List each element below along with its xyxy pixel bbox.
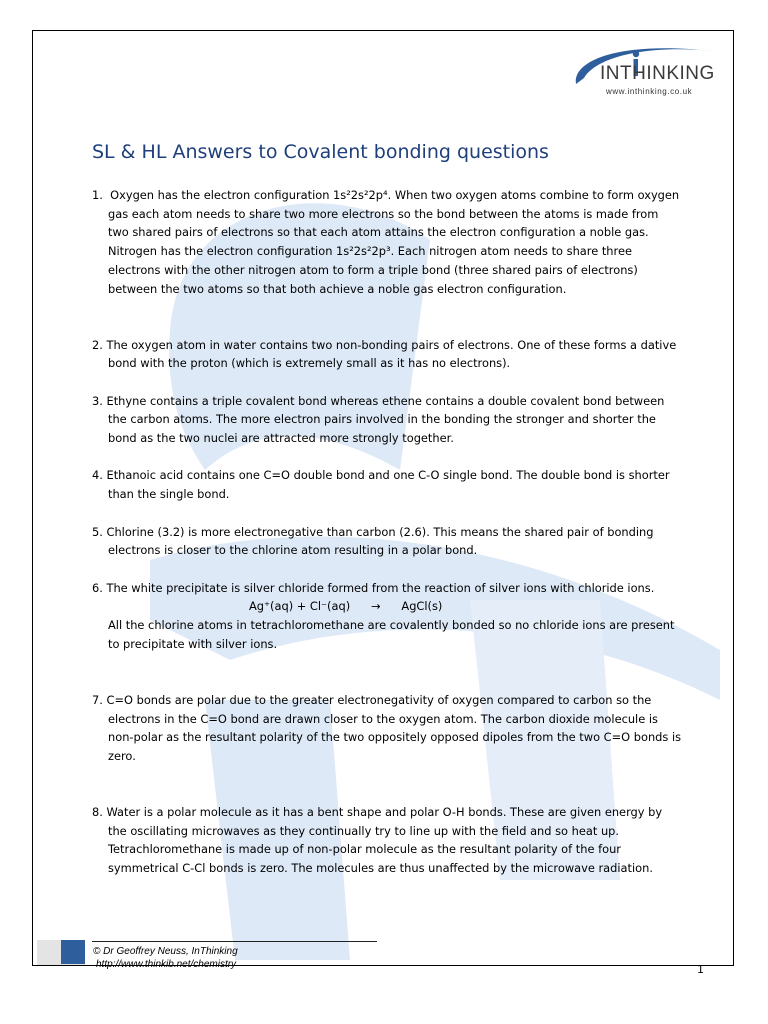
equation-products: AgCl(s): [401, 599, 443, 614]
answer-number: 4.: [92, 468, 103, 483]
answer-7: [92, 691, 682, 766]
answer-number: 1.: [92, 188, 103, 202]
answer-number: 7.: [92, 692, 103, 707]
answer-text: Oxygen has the electron configuration 1s²2s²2p⁴. When two oxygen atoms combine to form oxygen gas each atom needs to share two more electrons so the bond between the atoms is made from two shared pairs of electrons so that each atom attains the electron configuration a noble gas.: [108, 188, 680, 240]
logo-url: www.inthinking.co.uk: [606, 87, 693, 96]
answer-text-continued: Nitrogen has the electron configuration 1s²2s²2p³. Each nitrogen atom needs to share three electrons with the other nitrogen atom to form a triple bond (three shared pairs of electrons) between the two atoms so that both achieve a noble gas electron configuration.: [108, 244, 638, 296]
answer-4: [92, 466, 682, 503]
answer-text: Water is a polar molecule as it has a bent shape and polar O-H bonds. These are given energy by the oscillating microwaves as they continually try to line up with the field and so heat up. Tetrachloromethane is made up of non-polar molecule as the resultant polarity of the four symmetrical C-Cl bonds is zero. The molecules are thus unaffected by the microwave radiation.: [106, 805, 663, 876]
footer-divider: [92, 941, 377, 942]
answer-number: 3.: [92, 393, 103, 408]
footer-url: http://www.thinkib.net/chemistry: [96, 959, 237, 970]
answer-6: [92, 579, 682, 654]
logo-text: INTHINKING: [600, 63, 715, 84]
answer-number: 8.: [92, 805, 103, 820]
answer-5: [92, 523, 682, 560]
answer-text: The oxygen atom in water contains two non-bonding pairs of electrons. One of these forms a dative bond with the proton (which is extremely small as it has no electrons).: [106, 337, 677, 371]
page-title: SL & HL Answers to Covalent bonding questions: [92, 141, 549, 163]
answer-text: C=O bonds are polar due to the greater electronegativity of oxygen compared to carbon so the electrons in the C=O bond are drawn closer to the oxygen atom. The carbon dioxide molecule is non-polar as the resultant polarity of the two oppositely opposed dipoles from the two C=O bonds is zero.: [106, 692, 682, 763]
answer-number: 6.: [92, 580, 103, 595]
answer-text: Chlorine (3.2) is more electronegative than carbon (2.6). This means the shared pair of bonding electrons is closer to the chlorine atom resulting in a polar bond.: [106, 524, 654, 558]
page-number: 1: [697, 963, 704, 976]
reaction-arrow-icon: →: [371, 599, 381, 614]
answer-text: Ethyne contains a triple covalent bond whereas ethene contains a double covalent bond between the carbon atoms. The more electron pairs involved in the bonding the stronger and shorter the bond as the two nuclei are attracted more strongly together.: [106, 393, 665, 446]
answer-text-continued: All the chlorine atoms in tetrachloromethane are covalently bonded so no chloride ions are present to precipitate with silver ions.: [108, 618, 675, 651]
answer-number: 5.: [92, 524, 103, 539]
answer-3: [92, 392, 682, 448]
footer-copyright: © Dr Geoffrey Neuss, InThinking: [93, 946, 238, 957]
answer-8: [92, 803, 682, 878]
footer-squares: [37, 940, 85, 965]
answer-text: The white precipitate is silver chloride formed from the reaction of silver ions with chloride ions.: [106, 580, 655, 595]
answer-2: [92, 336, 682, 373]
answer-1: [92, 186, 682, 298]
answer-number: 2.: [92, 337, 103, 352]
answer-text: Ethanoic acid contains one C=O double bond and one C-O single bond. The double bond is shorter than the single bond.: [106, 468, 670, 502]
equation-reactants: Ag⁺(aq) + Cl⁻(aq): [249, 599, 351, 614]
chemical-equation: [92, 597, 682, 616]
answers-list: [92, 186, 682, 897]
